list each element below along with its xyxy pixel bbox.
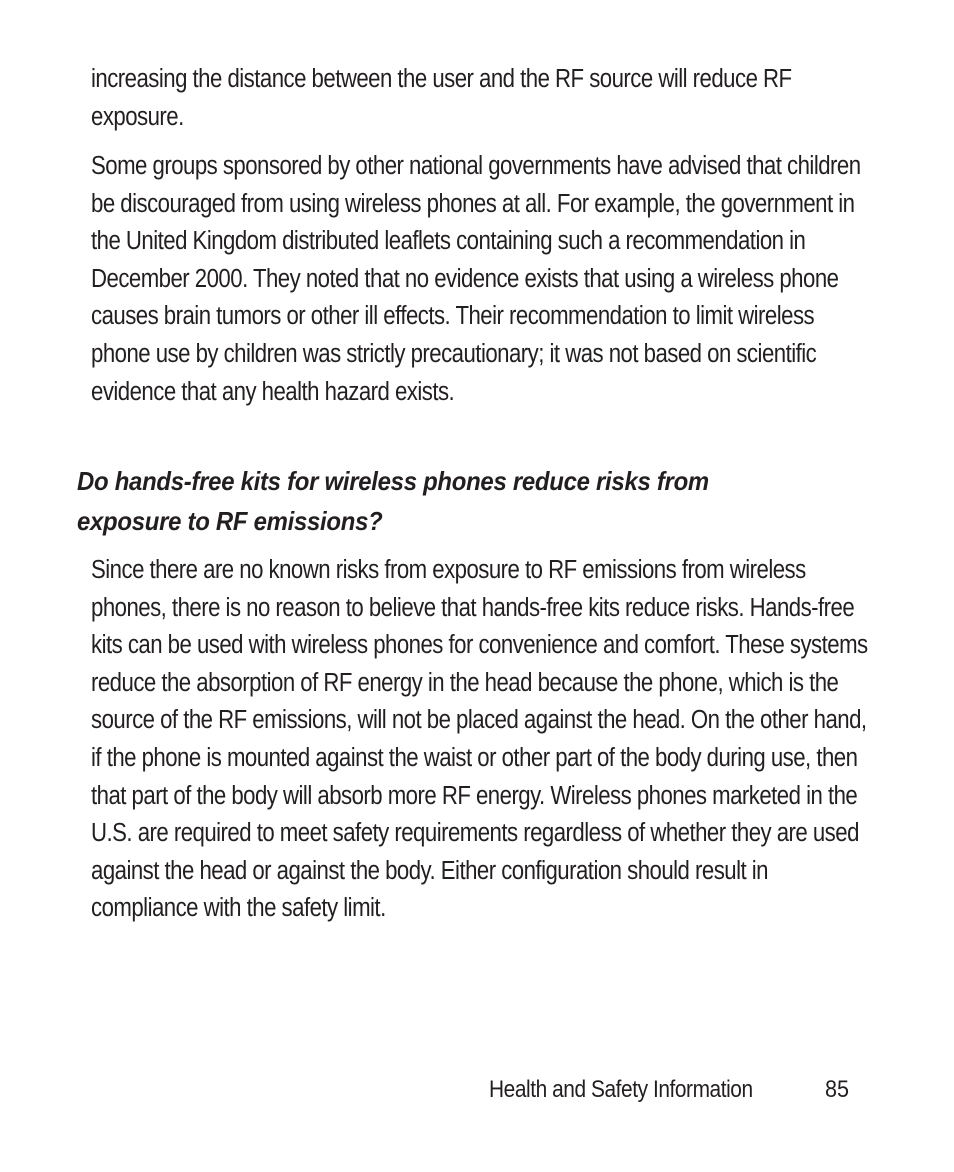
body-paragraph-hands-free: Since there are no known risks from exposure to RF emissions from wireless phones, there is no reason to believe that hands-free kits reduce risks. Hands-free kits can be used with wireless phones for convenience and comfort. These systems reduce the absorption of RF energy in the head because the phone, which is the source of the RF emissions, will not be placed against the head. On the other hand, if the phone is mounted against the waist or other part of the body during use, then that part of the body will absorb more RF energy. Wireless phones marketed in the U.S. are required to meet safety requirements regardless of whether they are used against the head or against the body. Either configuration should result in compliance with the safety limit. [91,556,868,923]
page-number: 85 [825,1076,850,1103]
page-footer [0,1073,954,1107]
body-paragraph-children-advice: Some groups sponsored by other national governments have advised that children be discouraged from using wireless phones at all. For example, the government in the United Kingdom distributed leaflets containing such a recommendation in December 2000. They noted that no evidence exists that using a wireless phone causes brain tumors or other ill effects. Their recommendation to limit wireless phone use by children was strictly precautionary; it was not based on scientific evidence that any health hazard exists. [91,152,861,406]
footer-section-title: Health and Safety Information [489,1076,753,1103]
body-paragraph-continued: increasing the distance between the user and the RF source will reduce RF exposure. [91,65,792,131]
section-heading: Do hands-free kits for wireless phones reduce risks from exposure to RF emissions? [77,466,709,536]
